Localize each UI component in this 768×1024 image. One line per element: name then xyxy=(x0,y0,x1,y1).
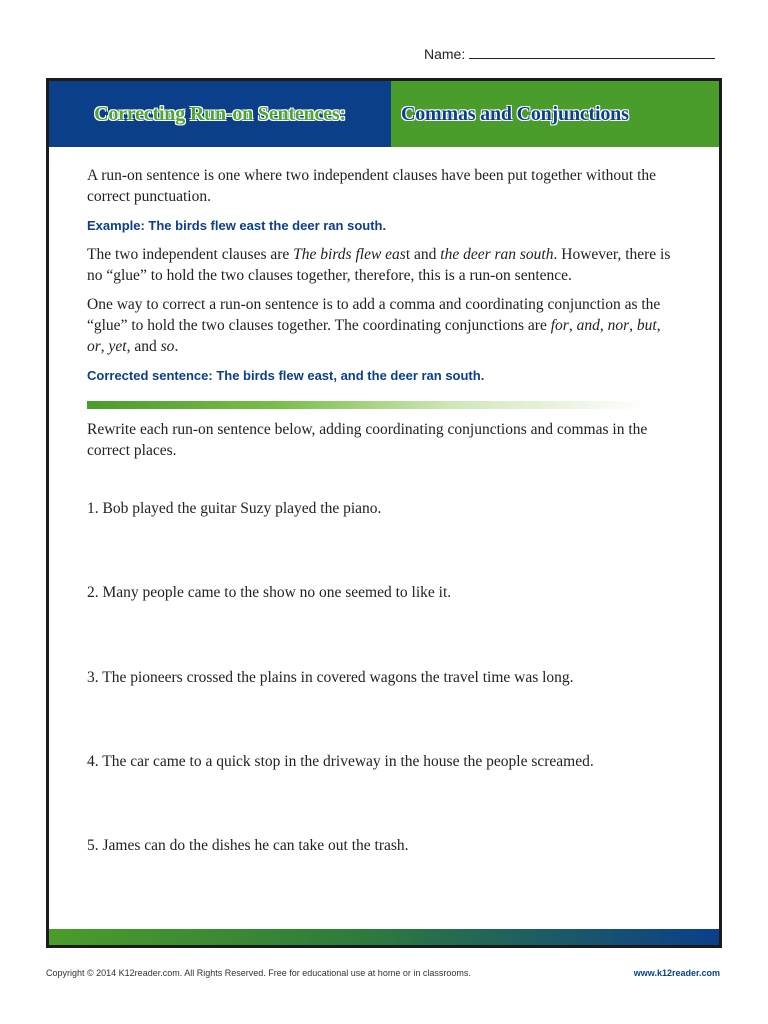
example-sentence: Example: The birds flew east the deer ran south. xyxy=(87,218,387,233)
header-right-panel xyxy=(391,81,719,147)
question-item: 1. Bob played the guitar Suzy played the piano. xyxy=(87,500,382,517)
explanation-paragraph: The two independent clauses are The birds flew east and the deer ran south. However, there is no “glue” to hold the two clauses together, therefore, this is a run-on sentence. xyxy=(87,246,671,284)
question-item: 3. The pioneers crossed the plains in covered wagons the travel time was long. xyxy=(87,669,574,686)
name-field xyxy=(424,46,715,62)
worksheet-frame xyxy=(46,78,722,948)
clause-one: The birds flew eas xyxy=(293,246,406,263)
bottom-gradient-bar xyxy=(49,929,719,945)
name-label: Name: xyxy=(424,46,466,62)
intro-paragraph: A run-on sentence is one where two independent clauses have been put together without the correct punctuation. xyxy=(87,167,657,205)
question-item: 2. Many people came to the show no one seemed to like it. xyxy=(87,584,452,601)
question-item: 4. The car came to a quick stop in the driveway in the house the people screamed. xyxy=(87,753,594,770)
corrected-sentence: Corrected sentence: The birds flew east, and the deer ran south. xyxy=(87,368,485,383)
title-left: Correcting Run-on Sentences: xyxy=(94,102,346,125)
clause-two: the deer ran south xyxy=(440,246,554,263)
worksheet-header xyxy=(49,81,719,147)
section-divider xyxy=(87,401,647,409)
lesson-content xyxy=(87,165,677,386)
header-left-panel xyxy=(49,81,391,147)
copyright-notice: Copyright © 2014 K12reader.com. All Rights Reserved. Free for educational use at home or in classrooms. xyxy=(46,968,471,978)
title-right: Commas and Conjunctions xyxy=(401,102,629,125)
name-blank-line[interactable] xyxy=(469,46,715,59)
question-item: 5. James can do the dishes he can take out the trash. xyxy=(87,837,409,854)
method-paragraph: One way to correct a run-on sentence is to add a comma and coordinating conjunction as the “glue” to hold the two clauses together. The coordinating conjunctions are for, and, nor, but, or, yet, and so. xyxy=(87,296,661,355)
exercise-instructions: Rewrite each run-on sentence below, adding coordinating conjunctions and commas in the correct places. xyxy=(87,421,648,459)
website-link[interactable]: www.k12reader.com xyxy=(633,968,720,978)
